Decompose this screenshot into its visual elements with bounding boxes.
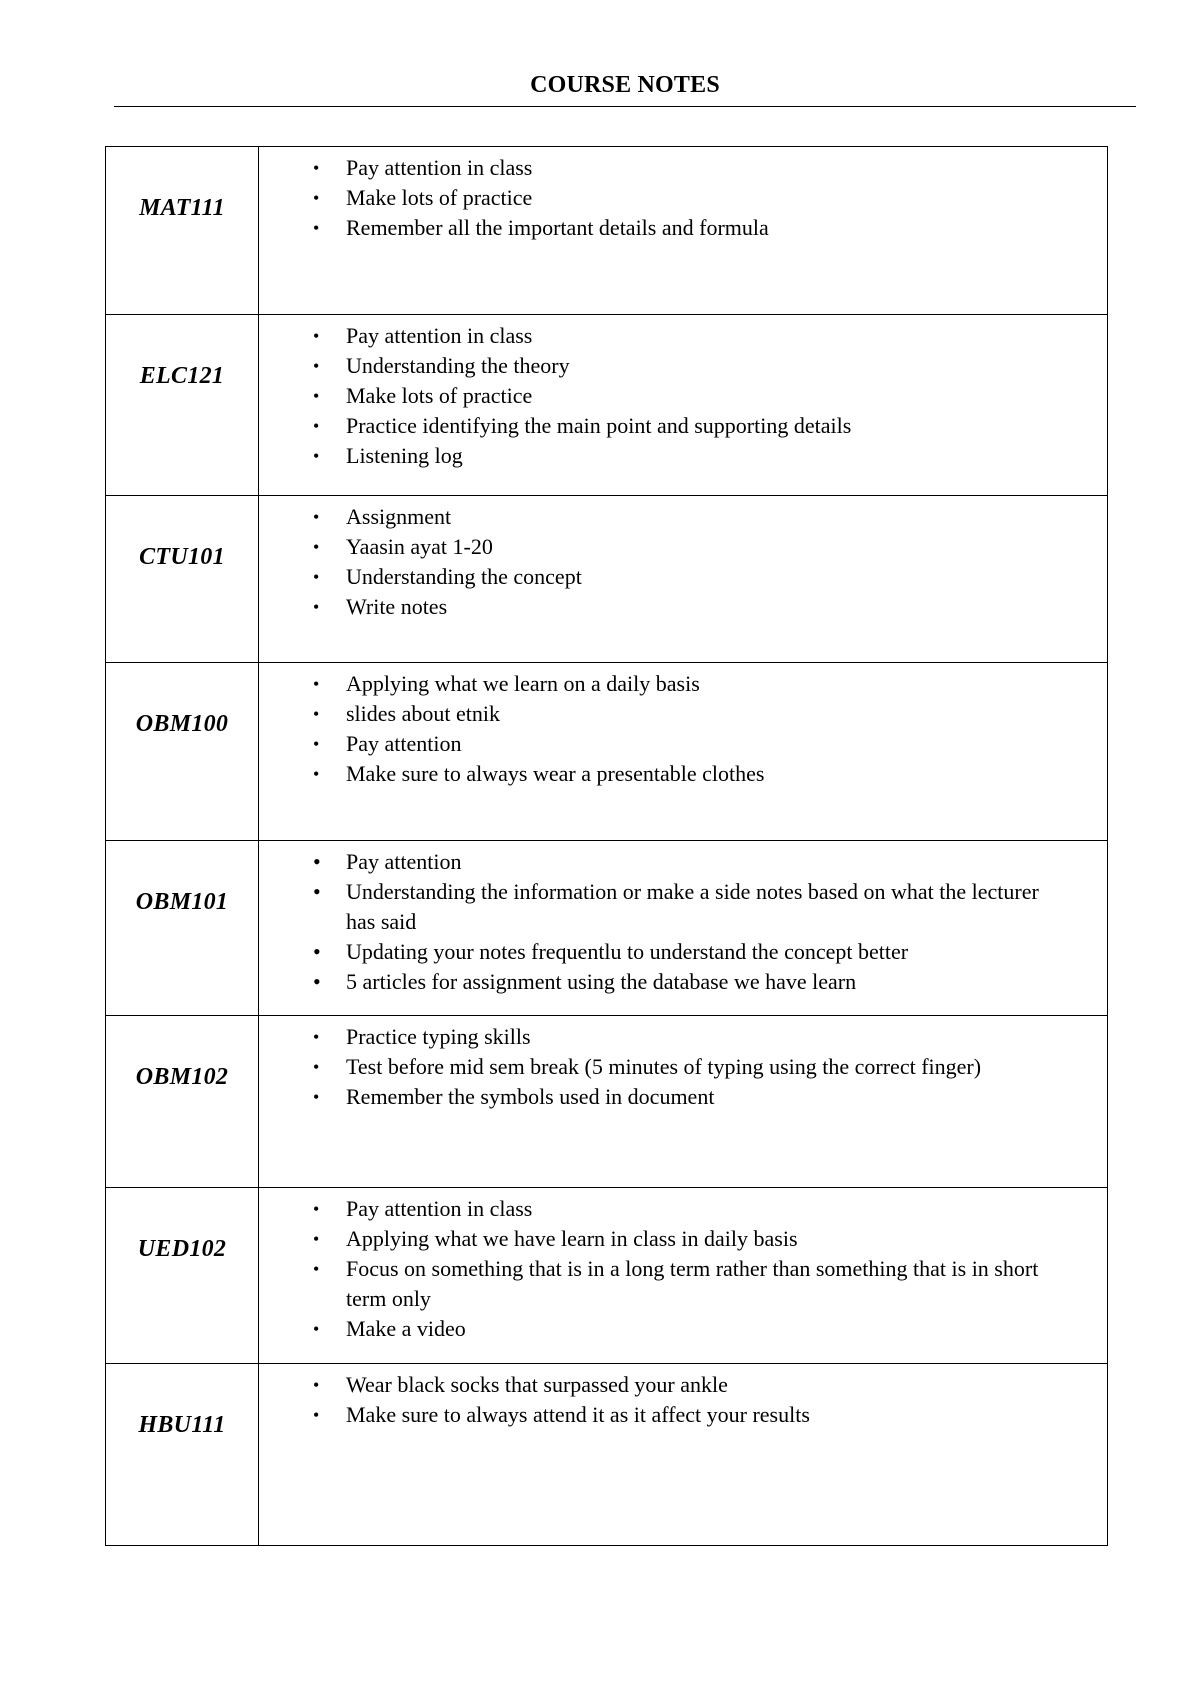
bullet-icon: [313, 153, 319, 183]
list-item: • Listening log: [346, 441, 1107, 471]
bullet-icon: [313, 759, 319, 789]
bullet-icon: [313, 1370, 319, 1400]
bullet-icon: [313, 1052, 319, 1082]
list-item: • Understanding the concept: [346, 562, 1107, 592]
course-code: OBM101: [135, 889, 229, 915]
course-notes-cell: [259, 1188, 1108, 1364]
bullet-icon: [313, 1194, 319, 1224]
course-notes-cell: [259, 1016, 1108, 1188]
bullet-icon: [313, 1314, 319, 1344]
course-notes-cell: [259, 147, 1108, 315]
bullet-icon: [313, 1254, 319, 1284]
bullet-icon: [313, 321, 319, 351]
list-item: • Write notes: [346, 592, 1107, 622]
list-item: • Yaasin ayat 1-20: [346, 532, 1107, 562]
bullet-icon: [313, 213, 319, 243]
bullet-icon: [313, 411, 319, 441]
list-item: • Test before mid sem break (5 minutes of typing using the correct finger): [346, 1052, 1107, 1082]
table-row: [106, 663, 1108, 841]
bullet-icon: [313, 967, 321, 997]
list-item: • Updating your notes frequentlu to understand the concept better: [346, 937, 1107, 967]
course-code-cell: [106, 496, 259, 663]
bullet-icon: [313, 877, 321, 907]
notes-list: [259, 1370, 1107, 1430]
bullet-icon: [313, 1224, 319, 1254]
list-item: • Make sure to always wear a presentable clothes: [346, 759, 1107, 789]
list-item: • 5 articles for assignment using the database we have learn: [346, 967, 1107, 997]
course-code-cell: [106, 1188, 259, 1364]
bullet-icon: [313, 183, 319, 213]
bullet-icon: [313, 562, 319, 592]
list-item: • Pay attention in class: [346, 321, 1107, 351]
course-notes-cell: [259, 841, 1108, 1016]
bullet-icon: [313, 502, 319, 532]
course-notes-table: [105, 146, 1108, 1546]
list-item: • Applying what we have learn in class in daily basis: [346, 1224, 1107, 1254]
list-item: • Focus on something that is in a long term rather than something that is in short term only: [346, 1254, 1107, 1314]
course-code: HBU111: [138, 1412, 226, 1438]
course-code: UED102: [137, 1236, 227, 1262]
bullet-icon: [313, 699, 319, 729]
course-notes-cell: [259, 315, 1108, 496]
list-item: • Pay attention in class: [346, 153, 1107, 183]
course-notes-cell: [259, 1364, 1108, 1546]
course-code-cell: [106, 315, 259, 496]
course-code-cell: [106, 147, 259, 315]
list-item: • Applying what we learn on a daily basis: [346, 669, 1107, 699]
bullet-icon: [313, 1082, 319, 1112]
table-row: [106, 315, 1108, 496]
list-item: • Practice identifying the main point and supporting details: [346, 411, 1107, 441]
list-item: • Pay attention: [346, 729, 1107, 759]
list-item: • Make a video: [346, 1314, 1107, 1344]
bullet-icon: [313, 532, 319, 562]
page-header: [114, 70, 1136, 107]
course-code: OBM102: [135, 1064, 229, 1090]
page-title: COURSE NOTES: [530, 72, 720, 98]
course-code-cell: [106, 1364, 259, 1546]
table-row: [106, 841, 1108, 1016]
notes-list: [259, 1022, 1107, 1112]
bullet-icon: [313, 1400, 319, 1430]
bullet-icon: [313, 1022, 319, 1052]
table-row: [106, 1016, 1108, 1188]
course-code: OBM100: [135, 711, 229, 737]
bullet-icon: [313, 381, 319, 411]
list-item: • Understanding the theory: [346, 351, 1107, 381]
list-item: • Understanding the information or make a side notes based on what the lecturer has said: [346, 877, 1107, 937]
list-item: • Assignment: [346, 502, 1107, 532]
list-item: • Pay attention in class: [346, 1194, 1107, 1224]
bullet-icon: [313, 847, 321, 877]
notes-list: [259, 1194, 1107, 1344]
list-item: • Remember the symbols used in document: [346, 1082, 1107, 1112]
course-code: ELC121: [139, 363, 225, 389]
notes-list: [259, 153, 1107, 243]
list-item: • Wear black socks that surpassed your ankle: [346, 1370, 1107, 1400]
course-code: MAT111: [139, 195, 225, 221]
notes-list: [259, 502, 1107, 622]
notes-list: [259, 669, 1107, 789]
bullet-icon: [313, 669, 319, 699]
course-code: CTU101: [139, 544, 225, 570]
table-row: [106, 1364, 1108, 1546]
table-row: [106, 496, 1108, 663]
list-item: • slides about etnik: [346, 699, 1107, 729]
notes-list: [259, 847, 1107, 997]
list-item: • Make sure to always attend it as it affect your results: [346, 1400, 1107, 1430]
bullet-icon: [313, 592, 319, 622]
bullet-icon: [313, 729, 319, 759]
course-code-cell: [106, 663, 259, 841]
list-item: • Make lots of practice: [346, 183, 1107, 213]
table-row: [106, 1188, 1108, 1364]
bullet-icon: [313, 351, 319, 381]
course-notes-cell: [259, 496, 1108, 663]
bullet-icon: [313, 937, 321, 967]
notes-list: [259, 321, 1107, 471]
list-item: • Pay attention: [346, 847, 1107, 877]
course-code-cell: [106, 1016, 259, 1188]
course-notes-cell: [259, 663, 1108, 841]
list-item: • Practice typing skills: [346, 1022, 1107, 1052]
course-code-cell: [106, 841, 259, 1016]
table-row: [106, 147, 1108, 315]
list-item: • Make lots of practice: [346, 381, 1107, 411]
bullet-icon: [313, 441, 319, 471]
list-item: • Remember all the important details and formula: [346, 213, 1107, 243]
